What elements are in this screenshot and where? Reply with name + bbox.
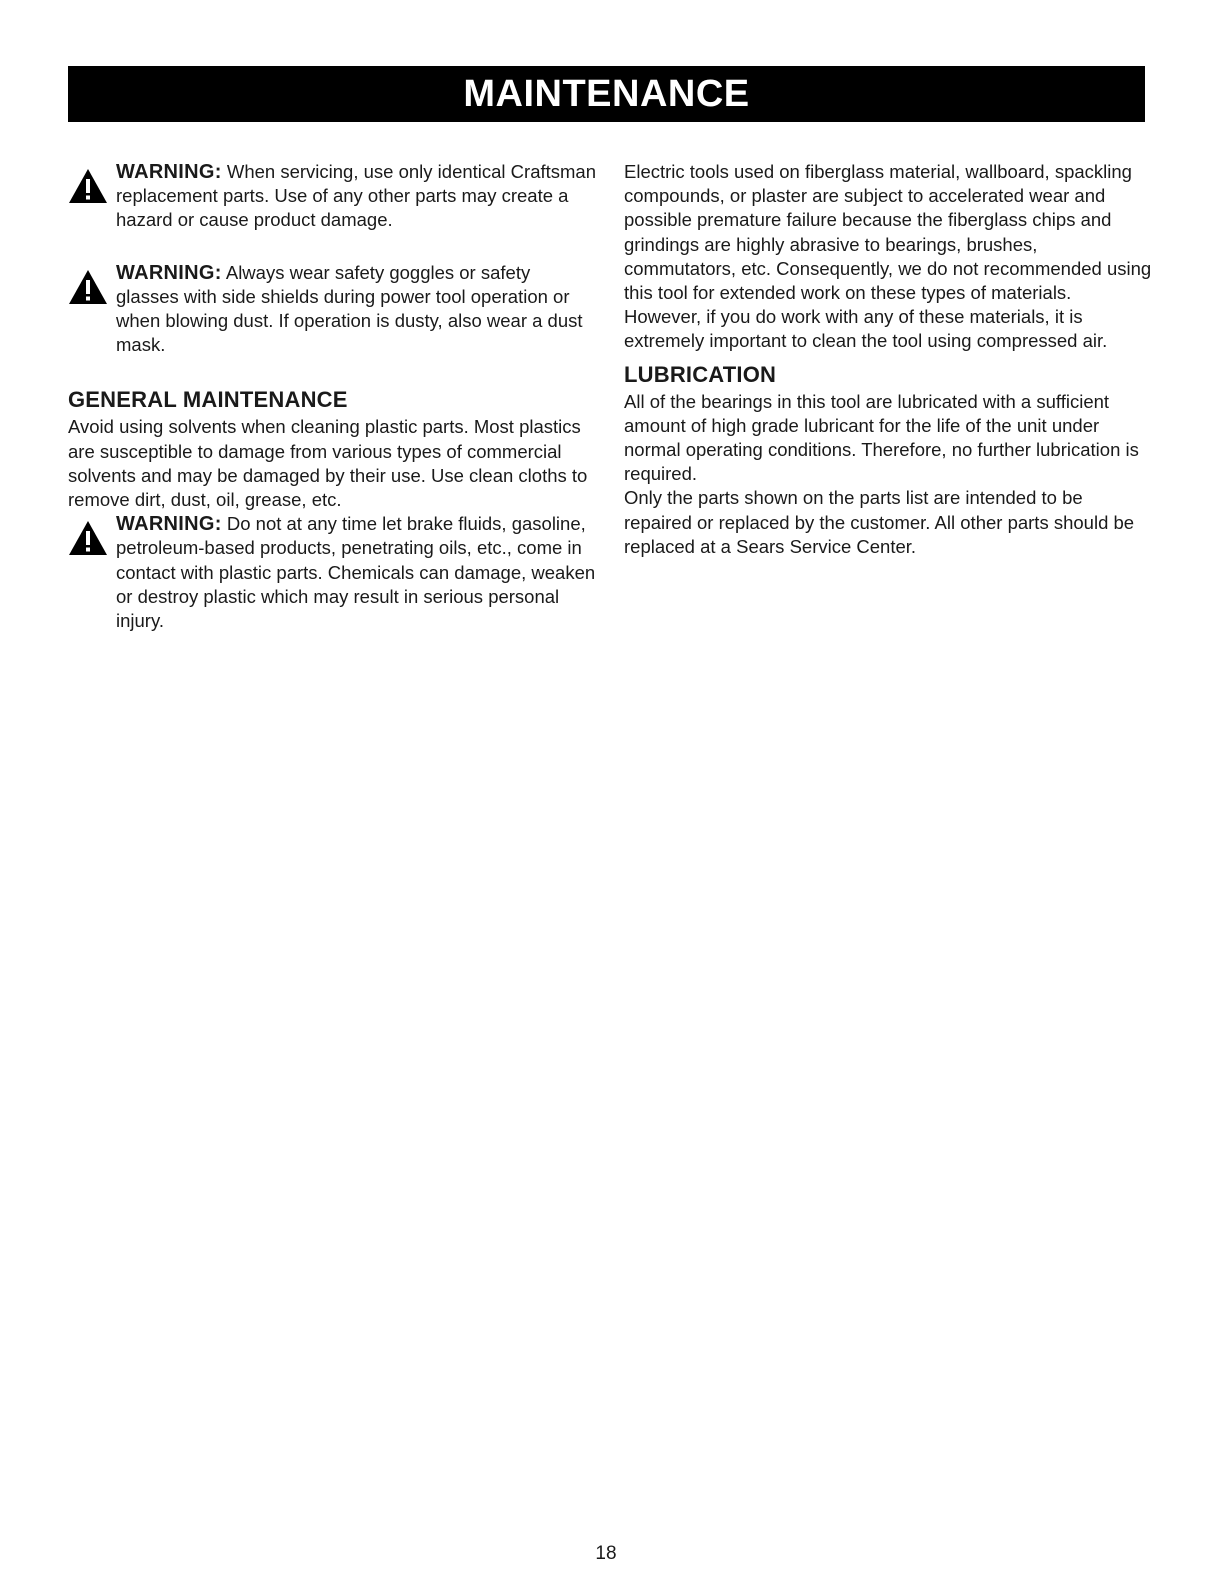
warning-label: WARNING:	[116, 261, 222, 284]
warning-text: Do not at any time let brake fluids, gasoline, petroleum-based products, penetrating oils, etc., come in contact with plastic parts. Chemicals can damage, weaken or destroy plastic which may result in serious personal injury.	[116, 513, 596, 632]
warning-safety-goggles	[68, 261, 596, 358]
page-title: MAINTENANCE	[463, 73, 750, 115]
lubrication-heading: LUBRICATION	[624, 361, 777, 387]
section-header-bar	[68, 66, 1145, 122]
warning-text: When servicing, use only identical Craftsman replacement parts. Use of any other parts may create a hazard or cause product damage.	[116, 161, 597, 231]
warning-servicing-parts	[68, 160, 596, 233]
lubrication-paragraph: All of the bearings in this tool are lubricated with a sufficient amount of high grade lubricant for the life of the unit under normal operating conditions. Therefore, no further lubrication is required.	[624, 390, 1139, 485]
general-maintenance-heading: GENERAL MAINTENANCE	[68, 387, 348, 413]
fiberglass-paragraph: Electric tools used on fiberglass material, wallboard, spackling compounds, or plaster are subject to accelerated wear and possible premature failure because the fiberglass chips and grindings are highly abrasive to bearings, brushes, commutators, etc. Consequently, we do not recommended using this tool for extended work on these types of materials. However, if you do work with any of these materials, it is extremely important to clean the tool using compressed air.	[624, 161, 1152, 352]
left-column	[68, 160, 596, 633]
warning-brake-fluids	[68, 512, 596, 633]
warning-label: WARNING:	[116, 513, 222, 536]
warning-text: Always wear safety goggles or safety glasses with side shields during power tool operation or when blowing dust. If operation is dusty, also wear a dust mask.	[116, 261, 583, 356]
warning-triangle-icon	[68, 168, 108, 204]
warning-label: WARNING:	[116, 161, 222, 183]
right-column	[624, 160, 1152, 559]
replacement-parts-paragraph: Only the parts shown on the parts list are intended to be repaired or replaced by the customer. All other parts should be replaced at a Sears Service Center.	[624, 487, 1135, 557]
general-maintenance-paragraph: Avoid using solvents when cleaning plastic parts. Most plastics are susceptible to damage from various types of commercial solvents and may be damaged by their use. Use clean cloths to remove dirt, dust, oil, grease, etc.	[68, 416, 588, 511]
page-number: 18	[595, 1543, 617, 1564]
warning-triangle-icon	[68, 269, 108, 305]
warning-triangle-icon	[68, 520, 108, 556]
